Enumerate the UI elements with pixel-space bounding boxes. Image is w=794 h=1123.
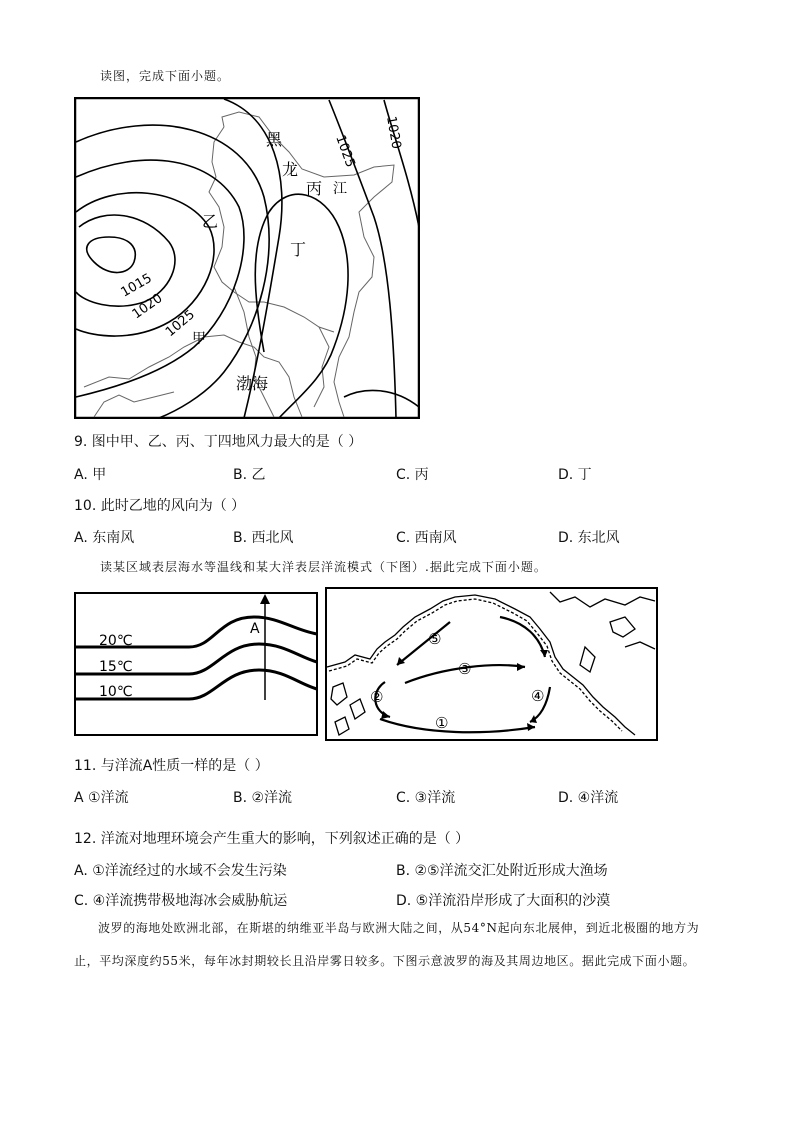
q11-option-a[interactable]: A ①洋流 [74, 790, 129, 806]
current-a-label: A [250, 621, 260, 637]
intro-text-3 [74, 912, 724, 978]
label-hei: 黑 [266, 130, 283, 149]
q9-option-b[interactable]: B. 乙 [233, 467, 266, 483]
current-label-2: ② [370, 688, 384, 706]
q10-option-d[interactable]: D. 东北风 [558, 530, 620, 546]
isobar-label: 1020 [129, 291, 166, 323]
q10-option-a[interactable]: A. 东南风 [74, 530, 135, 546]
current-label-1: ① [435, 714, 449, 732]
question-12-stem: 12. 洋流对地理环境会产生重大的影响，下列叙述正确的是（ ） [74, 831, 470, 847]
q12-option-a[interactable]: A. ①洋流经过的水域不会发生污染 [74, 863, 287, 879]
isobar-label: 1020 [383, 115, 404, 151]
q9-option-d[interactable]: D. 丁 [558, 467, 592, 483]
question-10-stem: 10. 此时乙地的风向为（ ） [74, 498, 246, 514]
label-jiang: 江 [333, 181, 347, 197]
isotherm-label: 10℃ [99, 684, 133, 700]
q12-option-c[interactable]: C. ④洋流携带极地海冰会威胁航运 [74, 893, 288, 909]
ocean-current-map [325, 587, 658, 741]
q12-option-b[interactable]: B. ②⑤洋流交汇处附近形成大渔场 [396, 863, 608, 879]
question-11-stem: 11. 与洋流A性质一样的是（ ） [74, 758, 269, 774]
isotherm-label: 15℃ [99, 659, 133, 675]
q10-option-c[interactable]: C. 西南风 [396, 530, 457, 546]
isobar-label: 1025 [162, 307, 198, 341]
label-jia: 甲 [192, 331, 206, 347]
isotherm-diagram [74, 592, 318, 736]
isobar-map [74, 97, 420, 419]
q11-option-d[interactable]: D. ④洋流 [558, 790, 619, 806]
q11-option-c[interactable]: C. ③洋流 [396, 790, 456, 806]
intro-text-2: 读某区域表层海水等温线和某大洋表层洋流模式（下图）.据此完成下面小题。 [100, 560, 547, 574]
current-label-5: ⑤ [428, 630, 442, 648]
intro-text-1: 读图，完成下面小题。 [100, 69, 231, 83]
current-label-3: ③ [458, 660, 472, 678]
q9-option-a[interactable]: A. 甲 [74, 467, 107, 483]
question-9-stem: 9. 图中甲、乙、丙、丁四地风力最大的是（ ） [74, 434, 363, 450]
label-yi: 乙 [202, 212, 219, 231]
label-bohai: 渤海 [236, 374, 269, 393]
isobar-label: 1015 [118, 270, 155, 301]
label-bing: 丙 [306, 179, 323, 198]
q12-option-d[interactable]: D. ⑤洋流沿岸形成了大面积的沙漠 [396, 893, 611, 909]
isobar-label: 1025 [332, 133, 358, 170]
label-long: 龙 [282, 160, 299, 179]
q11-option-b[interactable]: B. ②洋流 [233, 790, 293, 806]
isotherm-label: 20℃ [99, 633, 133, 649]
q10-option-b[interactable]: B. 西北风 [233, 530, 294, 546]
current-label-4: ④ [531, 687, 545, 705]
intro-3-body: 波罗的海地处欧洲北部，在斯堪的纳维亚半岛与欧洲大陆之间，从54°N起向东北展伸，到近北极圈的地方为止，平均深度约55米，每年冰封期较长且沿岸雾日较多。下图示意波罗的海及其周边地区。据此完成下面小题。 [74, 921, 700, 968]
q9-option-c[interactable]: C. 丙 [396, 467, 429, 483]
label-ding: 丁 [290, 240, 307, 259]
